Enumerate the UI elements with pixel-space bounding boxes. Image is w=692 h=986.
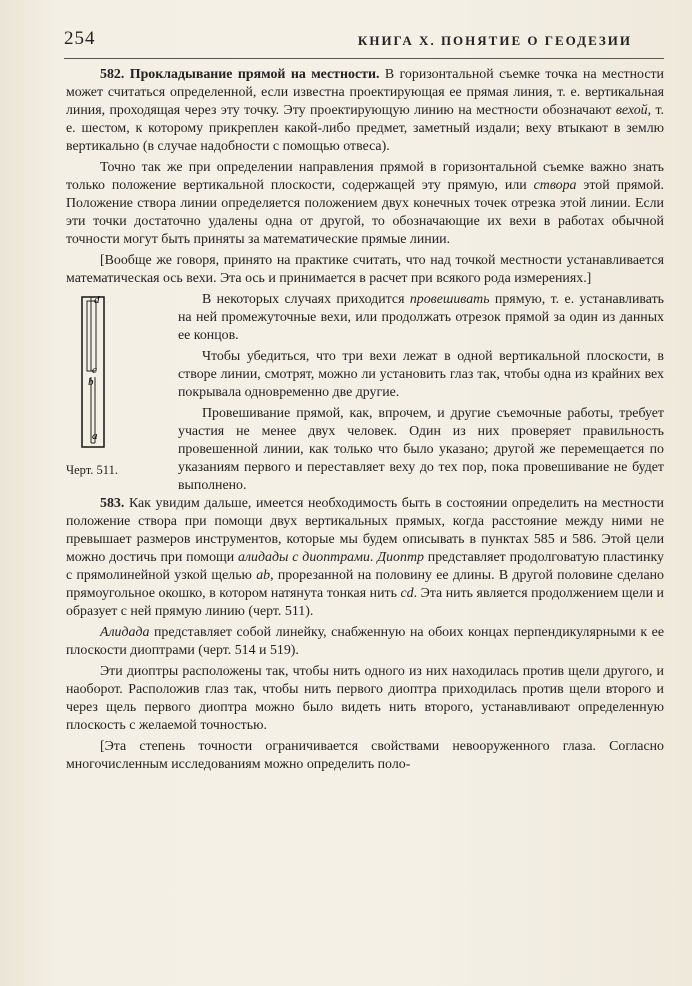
term-stvor: створа — [533, 178, 577, 193]
paragraph-582-5: Чтобы убедиться, что три вехи лежат в одной вертикальной плоскости, в створе линии, смотрят, можно ли установить глаз так, чтобы одна из крайних вех покрывала одновременно две другие. — [178, 349, 664, 400]
paragraph-583-1 — [66, 495, 664, 621]
text-run: Точно так же при определении направления прямой в горизонтальной съемке важно знать только положение вертикальной плоскости, содержащей эту прямую, или — [66, 160, 664, 193]
figure-511 — [66, 291, 172, 483]
figure-block — [66, 291, 664, 495]
running-head: КНИГА X. ПОНЯТИЕ О ГЕОДЕЗИИ — [357, 33, 632, 48]
text-run: . Эта нить является продолжением щели и образует с ней прямую линию (черт. 511). — [66, 586, 664, 619]
text-run: , т. е. шестом, к которому прикреплен какой-либо предмет, заметный издали; веху втыкают в землю вертикально (в случае надобности с помощью отвеса). — [66, 103, 664, 154]
figure-caption: Черт. 511. — [66, 463, 118, 477]
paragraph-582-1 — [66, 66, 664, 156]
paragraph-583-3: Эти диоптры расположены так, чтобы нить одного из них находилась против щели другого, и наоборот. Расположив глаз так, чтобы нить первого диоптра приходилась против щели второго и через щель первого диоптра можно было видеть нить второго, устанавливают определенную плоскость с желаемой точностью. — [66, 664, 664, 733]
text-run: представляет собой линейку, снабженную на обоих концах перпендикулярными к ее плоскости диоптрами (черт. 514 и 519). — [66, 625, 664, 658]
term-cd: cd — [400, 586, 414, 601]
term-alidada: Алидада — [100, 625, 150, 640]
text-run: прямую, т. е. устанавливать на ней промежуточные вехи, или продолжать отрезок прямой за один из данных ее концов. — [178, 292, 664, 343]
paragraph-582-6: Провешивание прямой, как, впрочем, и другие съемочные работы, требует участия не менее двух человек. Один из них проверяет правильность провешенной линии, как только что было указано; другой же перемещается по указаниям первого и переставляет веху до тех пор, пока провешивание не будет выполнено. — [178, 406, 664, 493]
text-run: В горизонтальной съемке точка на местности может считаться определенной, если известна проектирующая ее прямая линия, т. е. вертикальная линия, проходящая через эту точку. Эту проектирующую линию на местности обозначают — [66, 67, 664, 118]
paragraph-583-2 — [66, 624, 664, 660]
section-title-582: Прокладывание прямой на местности. — [129, 67, 380, 82]
page-number: 254 — [64, 28, 96, 49]
term-ab: ab — [256, 568, 271, 583]
text-run: , прорезанной на половину ее длины. В другой половине сделано прямоугольное окошко, в котором натянута тонкая нить — [66, 568, 664, 601]
text-run: В некоторых случаях приходится — [202, 292, 410, 307]
term-proveshivat: провешивать — [409, 292, 490, 307]
text-run: Как увидим дальше, имеется необходимость быть в состоянии определить на местности положение створа при помощи двух вертикальных прямых, когда расстояние между ними не превышает размеров инструментов, которые мы будем описывать в пунктах 585 и 586. Этой цели можно достичь при помощи — [66, 496, 664, 565]
page-header — [64, 28, 664, 59]
term-dioptr: Диоптр — [377, 550, 424, 565]
page-body — [66, 66, 664, 774]
text-run: . — [369, 550, 378, 565]
label-b: b — [88, 376, 94, 388]
section-number-583: 583. — [100, 496, 125, 511]
label-c: c — [92, 364, 97, 376]
label-a: a — [92, 430, 98, 442]
paragraph-583-4: [Эта степень точности ограничивается свойствами невооруженного глаза. Согласно многочисленным исследованиям можно определить поло- — [66, 739, 664, 772]
paragraph-582-2 — [66, 159, 664, 249]
term-alidada-s-dioptrami: алидады с диоптрами — [238, 550, 370, 565]
text-run: представляет продолговатую пластинку с прямолинейной узкой щелью — [66, 550, 664, 583]
label-d: d — [94, 294, 100, 306]
diopter-drawing — [78, 293, 120, 455]
term-vekha: вехой — [615, 103, 648, 118]
section-number-582: 582. — [100, 67, 125, 82]
text-run: этой прямой. Положение створа линии определяется положением двух конечных точек отрезка этой линии. Если эти точки достаточно удалены одна от другой, то обозначающие их вехи в работах обычной точности могут быть приняты за математические прямые линии. — [66, 178, 664, 247]
paragraph-582-3: [Вообще же говоря, принято на практике считать, что над точкой местности устанавливается математическая ось вехи. Эта ось и принимается в расчет при всякого рода измерениях.] — [66, 253, 664, 286]
